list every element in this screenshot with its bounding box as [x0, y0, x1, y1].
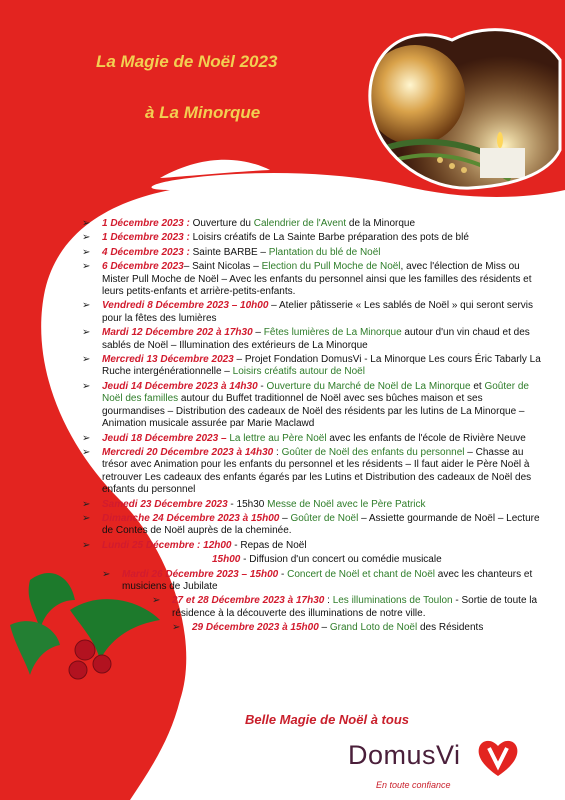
event-text: - [257, 380, 267, 392]
arrow-bullet-icon: ➢ [172, 622, 181, 634]
arrow-bullet-icon: ➢ [82, 512, 91, 524]
arrow-bullet-icon: ➢ [102, 568, 111, 580]
event-highlight: Concert de Noël et chant de Noël [287, 568, 435, 580]
event-item [82, 569, 544, 594]
event-text: – [279, 512, 291, 524]
domusvi-logo [348, 736, 538, 796]
poster-title: La Magie de Noël 2023 [96, 52, 278, 71]
event-text: – [318, 622, 330, 634]
event-text: : [273, 446, 282, 458]
event-item [82, 232, 544, 244]
event-date: Jeudi 14 Décembre 2023 à 14h30 [102, 380, 258, 392]
event-item [82, 499, 544, 511]
event-text: autour d'un vin chaud et des sablés de Noël – Illumination des extérieurs de La Minorque [102, 327, 530, 351]
event-date: Mercredi 20 Décembre 2023 à 14h30 [102, 446, 274, 458]
event-date: Jeudi 18 Décembre 2023 – [102, 432, 227, 444]
event-highlight: Goûter de Noël [290, 512, 359, 524]
event-text: - [278, 568, 288, 580]
event-date: Mercredi 13 Décembre 2023 [102, 354, 234, 366]
event-text: autour du Buffet traditionnel de Noël avec ses bûches maison et ses gourmandises – Distribution des cadeaux de Noël des résidents par les lutins de La Minorque – Animation musicale assurée par Marie Maclawd [102, 393, 525, 430]
event-item [82, 218, 544, 230]
event-text: , avec l'élection de Miss ou Mister Pull Moche de Noël – Avec les enfants du personnel ainsi que les familles des résidents et leurs petits-enfants et arrière-petits-enfants. [102, 261, 532, 298]
event-text: et [470, 380, 485, 392]
event-item [82, 447, 544, 497]
event-highlight: Fêtes lumières de La Minorque [263, 327, 402, 339]
event-item [82, 622, 544, 634]
arrow-bullet-icon: ➢ [82, 218, 91, 229]
event-date: Lundi 25 Décembre : 12h00 [102, 539, 232, 551]
event-text: des Résidents [417, 622, 484, 634]
arrow-bullet-icon: ➢ [82, 446, 91, 458]
event-date: 15h00 [212, 554, 241, 566]
event-text: - Sortie de toute la résidence à la découverte des illuminations de notre ville. [172, 595, 538, 619]
event-item [82, 247, 544, 259]
event-text: – Projet Fondation DomusVi - La Minorque Les cours Éric Tabarly La Ruche intergénérationnelle – [102, 354, 541, 378]
event-highlight: Plantation du blé de Noël [268, 246, 381, 258]
heart-logo-icon [475, 736, 521, 780]
logo-name: DomusVi [348, 740, 461, 770]
arrow-bullet-icon: ➢ [82, 327, 91, 339]
event-item [82, 381, 544, 431]
event-date: Vendredi 8 Décembre 2023 – 10h00 [102, 300, 269, 312]
event-highlight: Ouverture du Marché de Noël de La Minorque [266, 380, 471, 392]
event-highlight: Election du Pull Moche de Noël [261, 261, 401, 273]
event-highlight: Goûter de Noël des enfants du personnel [281, 446, 465, 458]
logo-tagline: En toute confiance [376, 780, 451, 790]
poster-subtitle: à La Minorque [145, 103, 261, 122]
event-highlight: Les illuminations de Toulon [332, 595, 453, 607]
event-highlight: Messe de Noël avec le Père Patrick [267, 498, 426, 510]
arrow-bullet-icon: ➢ [82, 539, 91, 551]
event-date: 4 Décembre 2023 : [102, 246, 190, 258]
event-text: Ouverture du [189, 218, 254, 229]
event-item [82, 595, 544, 620]
event-text: – Atelier pâtisserie « Les sablés de Noël » qui seront servis pour la fêtes des lumières [102, 300, 533, 324]
event-text: – [252, 327, 264, 339]
event-date: Mardi 26 Décembre 2023 – 15h00 [122, 568, 279, 580]
event-item [82, 354, 544, 379]
arrow-bullet-icon: ➢ [82, 432, 91, 444]
event-highlight: La lettre au Père Noël [229, 432, 327, 444]
arrow-bullet-icon: ➢ [82, 232, 91, 244]
event-date: Samedi 23 Décembre 2023 [102, 498, 228, 510]
event-date: 29 Décembre 2023 à 15h00 [192, 622, 319, 634]
arrow-bullet-icon: ➢ [82, 498, 91, 510]
arrow-bullet-icon: ➢ [82, 246, 91, 258]
event-date: Dimanche 24 Décembre 2023 à 15h00 [102, 512, 280, 524]
event-item [82, 300, 544, 325]
arrow-bullet-icon: ➢ [152, 595, 161, 607]
event-highlight: Calendrier de l'Avent [253, 218, 347, 229]
event-date: 1 Décembre 2023 : [102, 232, 190, 244]
event-date: 6 Décembre 2023 [102, 261, 184, 273]
event-text: – Chasse au trésor avec Animation pour les enfants du personnel et les résidents – Il faut aider le Père Noël à retrouver Les cadeaux des enfants égarés par les Lutins et Distribution des cadeaux de Noël des enfants du personnel [102, 446, 532, 496]
event-date: 1 Décembre 2023 : [102, 218, 190, 229]
arrow-bullet-icon: ➢ [82, 261, 91, 273]
event-text: – Saint Nicolas – [183, 261, 262, 273]
event-highlight: Goûter de Noël des familles [102, 380, 529, 405]
event-text: - Diffusion d'un concert ou comédie musicale [240, 554, 442, 566]
event-item [82, 554, 544, 566]
arrow-bullet-icon: ➢ [82, 300, 91, 312]
event-highlight: Loisirs créatifs autour de Noël [232, 366, 365, 378]
closing-message: Belle Magie de Noël à tous [245, 712, 409, 727]
event-text: avec les chanteurs et musiciens de Jubilate [122, 568, 533, 592]
event-highlight: Grand Loto de Noël [329, 622, 418, 634]
event-text: - 15h30 [227, 498, 268, 510]
event-item [82, 327, 544, 352]
event-date: Mardi 12 Décembre 202 à 17h30 [102, 327, 253, 339]
event-text: : [324, 595, 333, 607]
event-text: de la Minorque [346, 218, 416, 229]
event-list [82, 218, 544, 637]
event-item [82, 261, 544, 298]
arrow-bullet-icon: ➢ [82, 380, 91, 392]
event-text: - Repas de Noël [231, 539, 307, 551]
event-item [82, 433, 544, 445]
event-text: – Assiette gourmande de Noël – Lecture de Contes de Noël auprès de la cheminée. [102, 512, 540, 537]
event-text: Loisirs créatifs de La Sainte Barbe préparation des pots de blé [189, 232, 469, 244]
event-item [82, 540, 544, 552]
event-item [82, 513, 544, 538]
event-text: Sainte BARBE – [189, 246, 269, 258]
arrow-bullet-icon: ➢ [82, 354, 91, 366]
event-text: avec les enfants de l'école de Rivière Neuve [326, 432, 526, 444]
event-date: 27 et 28 Décembre 2023 à 17h30 [172, 595, 325, 607]
